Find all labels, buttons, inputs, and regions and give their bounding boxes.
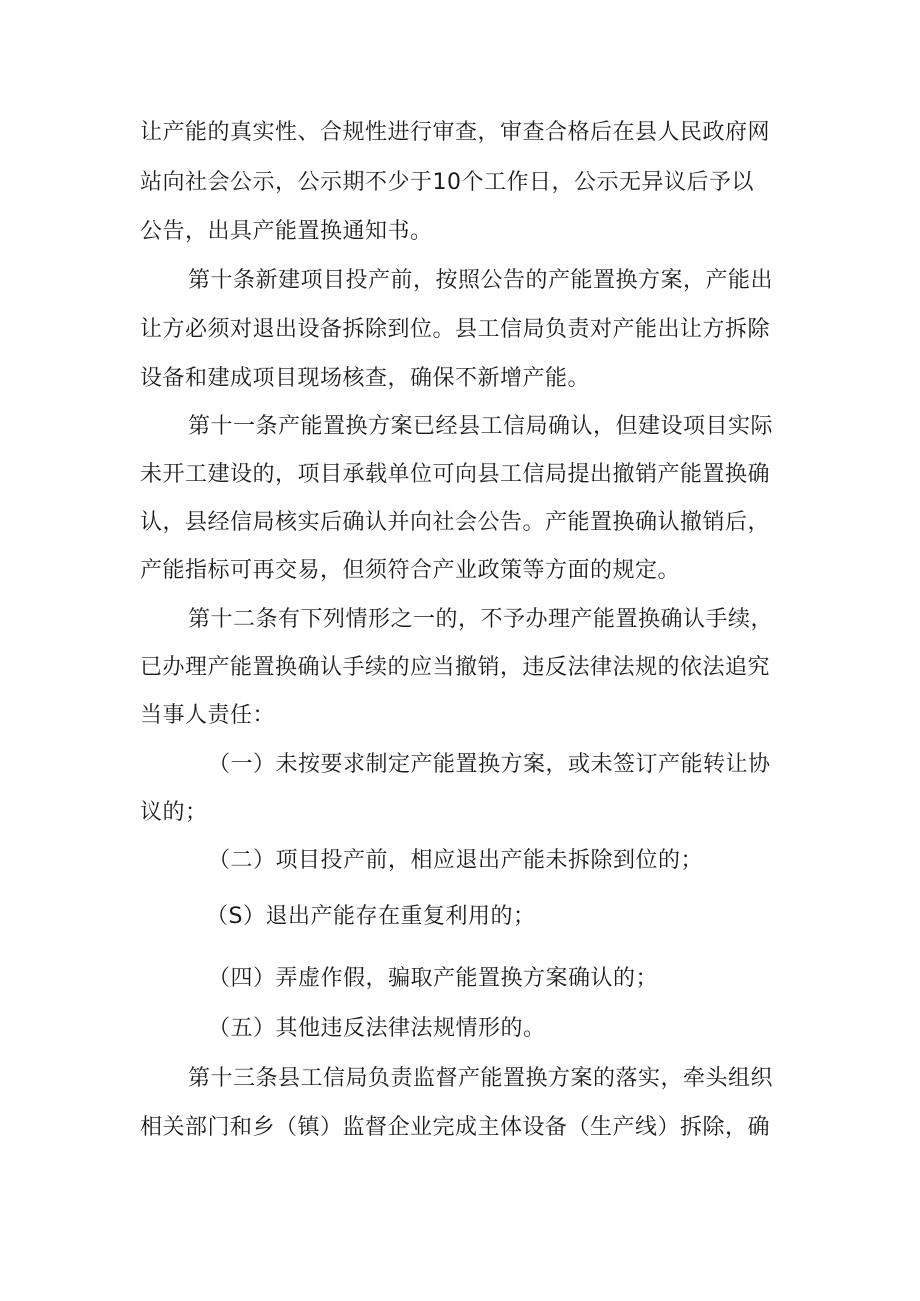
text-line: 当事人责任： (140, 703, 276, 728)
text-line: 设备和建成项目现场核查，确保不新增产能。 (140, 366, 591, 391)
text-line: 让方必须对退出设备拆除到位。县工信局负责对产能出让方拆除 (140, 317, 771, 342)
paragraph-start-article-12: 第十二条有下列情形之一的，不予办理产能置换确认手续， (188, 607, 774, 632)
text-line: 议的； (140, 800, 208, 825)
list-item-5: （五）其他违反法律法规情形的。 (208, 1016, 546, 1041)
list-item-3: （S）退出产能存在重复利用的； (206, 904, 536, 929)
text-line: 已办理产能置换确认手续的应当撤销，违反法律法规的依法追究 (140, 655, 771, 680)
list-item-2: （二）项目投产前，相应退出产能未拆除到位的； (208, 848, 704, 873)
paragraph-start-article-11: 第十一条产能置换方案已经县工信局确认，但建设项目实际 (188, 414, 774, 439)
paragraph-start-article-13: 第十三条县工信局负责监督产能置换方案的落实，牵头组织 (188, 1066, 774, 1091)
text-line: 让产能的真实性、合规性进行审查，审查合格后在县人民政府网 (140, 120, 771, 145)
text-line: 未开工建设的，项目承载单位可向县工信局提出撤销产能置换确 (140, 462, 771, 487)
text-line: 站向社会公示，公示期不少于10个工作日，公示无异议后予以 (140, 170, 754, 195)
paragraph-start-article-10: 第十条新建项目投产前，按照公告的产能置换方案，产能出 (188, 268, 774, 293)
text-line: 认，县经信局核实后确认并向社会公告。产能置换确认撤销后， (140, 510, 771, 535)
text-line: 相关部门和乡（镇）监督企业完成主体设备（生产线）拆除，确 (140, 1115, 771, 1140)
list-item-4: （四）弄虚作假，骗取产能置换方案确认的； (208, 966, 659, 991)
list-item-1: （一）未按要求制定产能置换方案，或未签订产能转让协 (208, 752, 771, 777)
text-line: 公告，出具产能置换通知书。 (140, 219, 433, 244)
text-line: 产能指标可再交易，但须符合产业政策等方面的规定。 (140, 558, 681, 583)
